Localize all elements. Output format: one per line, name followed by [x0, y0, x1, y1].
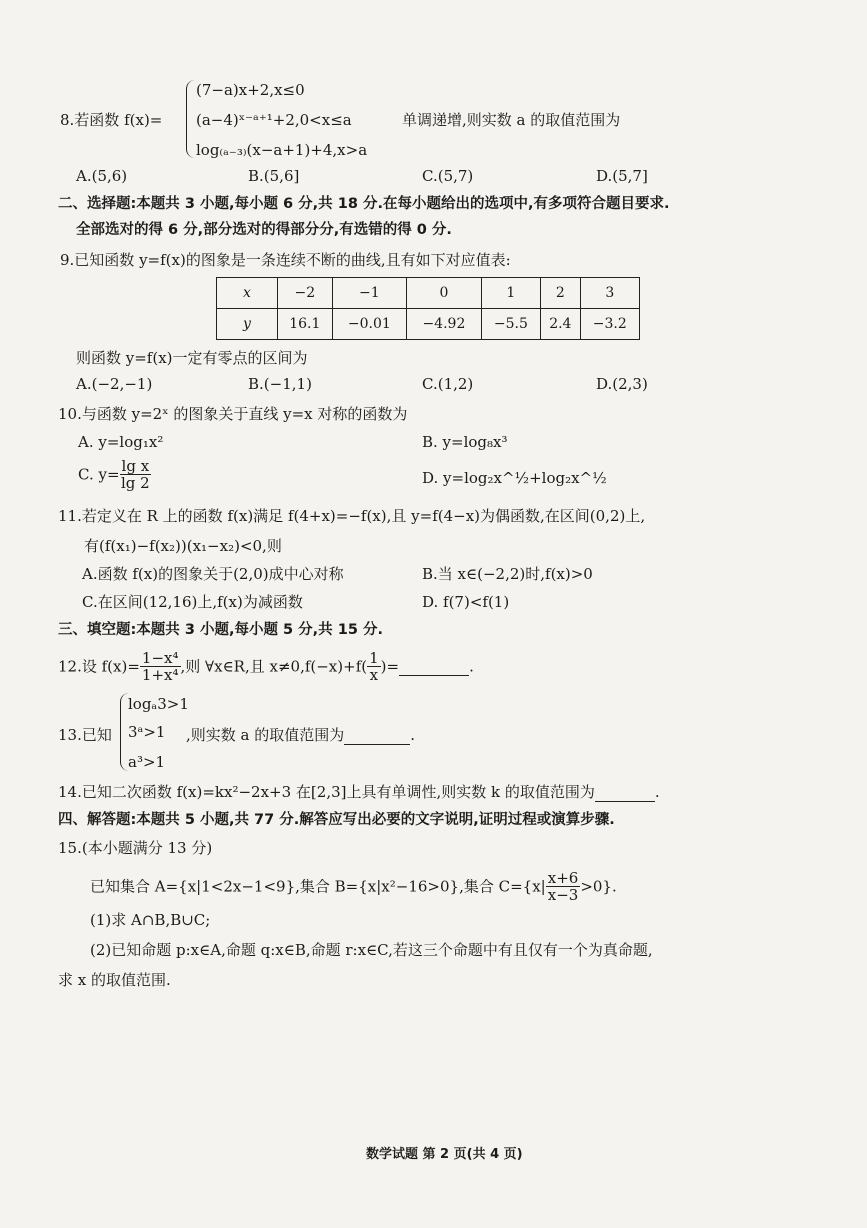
- q10-option-c: [78, 458, 151, 491]
- table-cell: 0: [407, 278, 482, 309]
- q11-option-d: D. f(7)<f(1): [422, 593, 510, 611]
- table-header-x: x: [217, 278, 278, 309]
- q10-stem: 10.与函数 y=2ˣ 的图象关于直线 y=x 对称的函数为: [58, 405, 408, 423]
- q8-option-c: C.(5,7): [422, 167, 474, 185]
- q8-case1: (7−a)x+2,x≤0: [196, 81, 305, 99]
- fraction-numerator: 1: [369, 649, 379, 667]
- q12-prefix: 12.设 f(x)=: [58, 657, 140, 676]
- table-cell: 2.4: [541, 309, 580, 340]
- q11-line1: 11.若定义在 R 上的函数 f(x)满足 f(4+x)=−f(x),且 y=f(4−x)为偶函数,在区间(0,2)上,: [58, 507, 646, 525]
- q14-line: 14.已知二次函数 f(x)=kx²−2x+3 在[2,3]上具有单调性,则实数 k 的取值范围为 .: [58, 783, 660, 801]
- q14-answer-blank[interactable]: [595, 783, 655, 802]
- fraction-denominator: x−3: [547, 886, 579, 904]
- q15-part2-line2: 求 x 的取值范围.: [58, 971, 171, 989]
- q15-title: 15.(本小题满分 13 分): [58, 839, 213, 857]
- q11-option-b: B.当 x∈(−2,2)时,f(x)>0: [422, 565, 593, 583]
- q9-option-d: D.(2,3): [596, 375, 648, 393]
- fraction-numerator: lg x: [121, 457, 150, 475]
- table-cell: −1: [332, 278, 407, 309]
- q12-fraction: [140, 650, 181, 683]
- fraction-numerator: 1−x⁴: [141, 649, 179, 667]
- q8-option-a: A.(5,6): [76, 167, 128, 185]
- q15-part2-line1: (2)已知命题 p:x∈A,命题 q:x∈B,命题 r:x∈C,若这三个命题中有且仅有一个为真命题,: [90, 941, 653, 959]
- q13-condition-1: logₐ3>1: [128, 695, 189, 713]
- q11-option-a: A.函数 f(x)的图象关于(2,0)成中心对称: [82, 565, 344, 583]
- q15-sets-prefix: 已知集合 A={x|1<2x−1<9},集合 B={x|x²−16>0},集合 C=: [90, 877, 523, 896]
- q8-prefix: 8.若函数 f(x)=: [60, 111, 163, 129]
- q11-line2: 有(f(x₁)−f(x₂))(x₁−x₂)<0,则: [84, 537, 282, 555]
- q12-middle: ,则 ∀x∈R,且 x≠0,f(−x)+f(: [180, 657, 368, 676]
- table-cell: −0.01: [332, 309, 407, 340]
- fraction-denominator: lg 2: [120, 474, 150, 492]
- q11-option-c: C.在区间(12,16)上,f(x)为减函数: [82, 593, 303, 611]
- q10-option-c-prefix: C. y=: [78, 465, 120, 484]
- q9-after: 则函数 y=f(x)一定有零点的区间为: [76, 349, 308, 367]
- q10-option-c-fraction: [120, 458, 152, 491]
- q15-c-fraction: [546, 870, 581, 903]
- table-cell: 1: [481, 278, 540, 309]
- q13-prefix: 13.已知: [58, 726, 112, 744]
- q13-answer-blank[interactable]: [344, 726, 410, 745]
- section4-header: 四、解答题:本题共 5 小题,共 77 分.解答应写出必要的文字说明,证明过程或演算步骤.: [58, 812, 615, 828]
- q8-case3: log₍ₐ₋₃₎(x−a+1)+4,x>a: [196, 141, 368, 159]
- q9-option-a: A.(−2,−1): [76, 375, 153, 393]
- q15-sets-line: [90, 870, 617, 903]
- q15-part1: (1)求 A∩B,B∪C;: [90, 911, 211, 929]
- table-cell: 16.1: [278, 309, 333, 340]
- q13-condition-2: 3ᵃ>1: [128, 723, 166, 741]
- table-cell: −2: [278, 278, 333, 309]
- section2-header-line1: 二、选择题:本题共 3 小题,每小题 6 分,共 18 分.在每小题给出的选项中,有多项符合题目要求.: [58, 196, 670, 212]
- q15-c-set-open: {x|: [522, 877, 546, 896]
- table-row: [217, 278, 640, 309]
- fraction-denominator: 1+x⁴: [141, 666, 179, 684]
- q10-option-d: D. y=log₂x^½+log₂x^½: [422, 469, 607, 487]
- q13-condition-3: a³>1: [128, 753, 166, 771]
- table-cell: −5.5: [481, 309, 540, 340]
- table-cell: 3: [580, 278, 639, 309]
- q8-case2: (a−4)ˣ⁻ᵃ⁺¹+2,0<x≤a: [196, 111, 352, 129]
- q10-option-a: A. y=log₁x²: [78, 433, 164, 451]
- q13-suffix: ,则实数 a 的取值范围为: [186, 726, 345, 744]
- q9-option-c: C.(1,2): [422, 375, 474, 393]
- q12-inner-fraction: [367, 650, 381, 683]
- q9-value-table: [216, 277, 640, 340]
- q13-suffix-line: ,则实数 a 的取值范围为 .: [186, 726, 416, 744]
- fraction-numerator: x+6: [547, 869, 579, 887]
- section2-header-line2: 全部选对的得 6 分,部分选对的得部分分,有选错的得 0 分.: [76, 222, 452, 238]
- q9-stem: 9.已知函数 y=f(x)的图象是一条连续不断的曲线,且有如下对应值表:: [60, 251, 511, 269]
- page-footer: 数学试题 第 2 页(共 4 页): [366, 1147, 523, 1162]
- q12-answer-blank[interactable]: [399, 657, 469, 676]
- fraction-denominator: x: [369, 666, 379, 684]
- table-cell: −3.2: [580, 309, 639, 340]
- q12-suffix: )=: [380, 657, 400, 676]
- q8-option-b: B.(5,6]: [248, 167, 300, 185]
- q14-stem: 14.已知二次函数 f(x)=kx²−2x+3 在[2,3]上具有单调性,则实数 k 的取值范围为: [58, 783, 595, 801]
- section3-header: 三、填空题:本题共 3 小题,每小题 5 分,共 15 分.: [58, 622, 383, 638]
- q8-option-d: D.(5,7]: [596, 167, 648, 185]
- q10-option-b: B. y=log₈x³: [422, 433, 508, 451]
- table-header-y: y: [217, 309, 278, 340]
- table-row: [217, 309, 640, 340]
- table-cell: 2: [541, 278, 580, 309]
- table-cell: −4.92: [407, 309, 482, 340]
- q12-line: 12.设 f(x)= $\frac{\text{1−x⁴}}{\text{1+x⁴}}$ ,则 ∀x∈R,且 x≠0,f(−x)+f( $\frac{1}{x}$ )= .: [58, 649, 474, 684]
- q15-c-set-close: >0}.: [580, 877, 617, 896]
- q8-brace: [186, 80, 195, 158]
- q8-suffix: 单调递增,则实数 a 的取值范围为: [402, 111, 621, 129]
- q9-option-b: B.(−1,1): [248, 375, 312, 393]
